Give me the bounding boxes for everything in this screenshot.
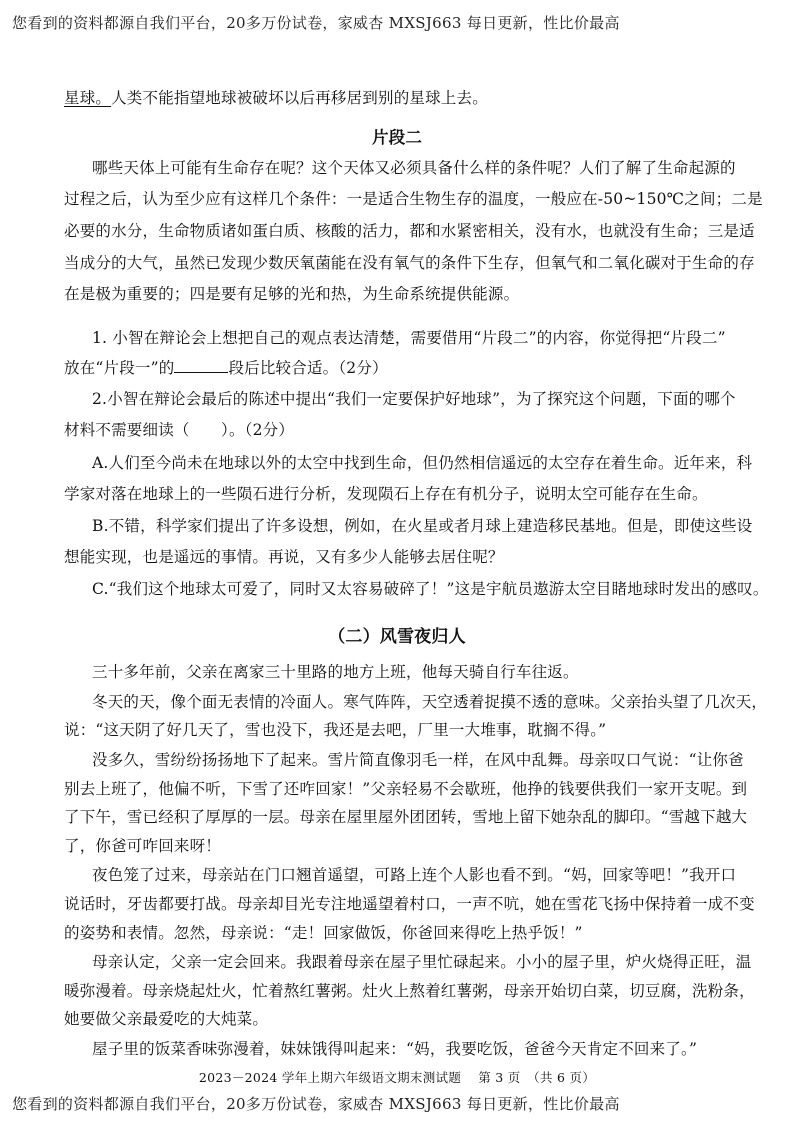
story-line-2: 冬天的天，像个面无表情的冷面人。寒气阵阵，天空透着捉摸不透的意味。父亲抬头望了几次天， [92,693,768,711]
story-line-10: 的姿势和表情。忽然，母亲说：“走！回家做饭，你爸回来得吃上热乎饭！” [64,924,583,942]
story-line-3: 说：“这天阴了好几天了，雪也没下，我还是去吧，厂里一大堆事，耽搁不得。” [64,721,607,739]
fragment2-line-1: 哪些天体上可能有生命存在呢？这个天体又必须具备什么样的条件呢？人们了解了生命起源的 [92,159,736,177]
story-line-8: 夜色笼了过来，母亲站在门口翘首遥望，可路上连个人影也看不到。“妈，回家等吧！”我开口 [92,866,737,884]
top-banner-text: 您看到的资料都源自我们平台，20多万份试卷，家威杏 MXSJ663 每日更新，性比价最高 [12,14,620,32]
question1-text-before-blank: 放在“片段一”的 [64,359,175,377]
story-line-13: 她要做父亲最爱吃的大炖菜。 [64,1010,269,1028]
bottom-banner-text: 您看到的资料都源自我们平台，20多万份试卷，家威杏 MXSJ663 每日更新，性比价最高 [12,1095,620,1113]
page-footer: 2023－2024 学年上期六年级语文期末测试题 第 3 页 （共 6 页） [198,1070,596,1085]
question2-line-1: 2.小智在辩论会最后的陈述中提出“我们一定要保护好地球”，为了探究这个问题，下面的哪个 [92,390,736,408]
answer-blank[interactable] [174,360,228,373]
option-b-line-2: 想能实现，也是遥远的事情。再说，又有多少人能够去居住呢？ [64,548,504,566]
intro-line-text: 人类不能指望地球被破坏以后再移居到别的星球上去。 [111,89,488,107]
story-line-9: 说话时，牙齿都要打战。母亲却目光专注地遥望着村口，一声不吭，她在雪花飞扬中保持着一成不变 [64,895,755,913]
question1-text-after-blank: 段后比较合适。（2分） [228,359,388,377]
fragment2-title: 片段二 [371,128,423,147]
fragment2-line-2: 过程之后，认为至少应有这样几个条件：一是适合生物生存的温度，一般应在-50~150℃之间；二是 [64,190,763,208]
story-line-1: 三十多年前，父亲在离家三十里路的地方上班，他每天骑自行车往返。 [92,663,579,681]
story-line-14: 屋子里的饭菜香味弥漫着，妹妹饿得叫起来：“妈，我要吃饭，爸爸今天肯定不回来了。” [92,1040,698,1058]
question1-line-1: 1. 小智在辩论会上想把自己的观点表达清楚，需要借用“片段二”的内容，你觉得把“片段二” [92,329,726,347]
story-line-6: 了下午，雪已经积了厚厚的一层。母亲在屋里屋外团团转，雪地上留下她杂乱的脚印。“雪越下越大 [64,808,748,826]
story-line-7: 了，你爸可咋回来呀！ [64,837,222,855]
story-line-12: 暖弥漫着。母亲烧起灶火，忙着熬红薯粥。灶火上熬着红薯粥，母亲开始切白菜，切豆腐，洗粉条， [64,982,755,1000]
question1-line-2 [64,356,724,378]
intro-line [64,86,724,108]
question2-line-2: 材料不需要细读（ ）。（2分） [64,421,295,439]
fragment2-line-5: 在是极为重要的；四是要有足够的光和热，为生命系统提供能源。 [64,285,520,303]
option-c-line-1: C.“我们这个地球太可爱了，同时又太容易破碎了！”这是宇航员遨游太空目睹地球时发出的感叹。 [92,580,769,598]
story-line-5: 别去上班了，他偏不听，下雪了还咋回家！”父亲轻易不会歇班，他挣的钱要供我们一家开支呢。到 [64,780,748,798]
option-a-line-2: 学家对落在地球上的一些陨石进行分析，发现陨石上存在有机分子，说明太空可能存在生命。 [64,485,708,503]
intro-underlined-word: 星球。 [64,89,112,107]
story-line-4: 没多久，雪纷纷扬扬地下了起来。雪片简直像羽毛一样，在风中乱舞。母亲叹口气说：“让你爸 [92,751,744,769]
option-b-line-1: B.不错，科学家们提出了许多设想，例如，在火星或者月球上建造移民基地。但是，即使这些设 [92,517,753,535]
option-a-line-1: A.人们至今尚未在地球以外的太空中找到生命，但仍然相信遥远的太空存在着生命。近年来，科 [92,454,753,472]
fragment2-line-3: 必要的水分，生命物质诸如蛋白质、核酸的活力，都和水紧密相关，没有水，也就没有生命；三是适 [64,222,755,240]
fragment2-line-4: 当成分的大气，虽然已发现少数厌氧菌能在没有氧气的条件下生存，但氧气和二氧化碳对于生命的存 [64,254,755,272]
story-title: （二）风雪夜归人 [328,627,466,647]
story-line-11: 母亲认定，父亲一定会回来。我跟着母亲在屋子里忙碌起来。小小的屋子里，炉火烧得正旺，温 [92,953,752,971]
